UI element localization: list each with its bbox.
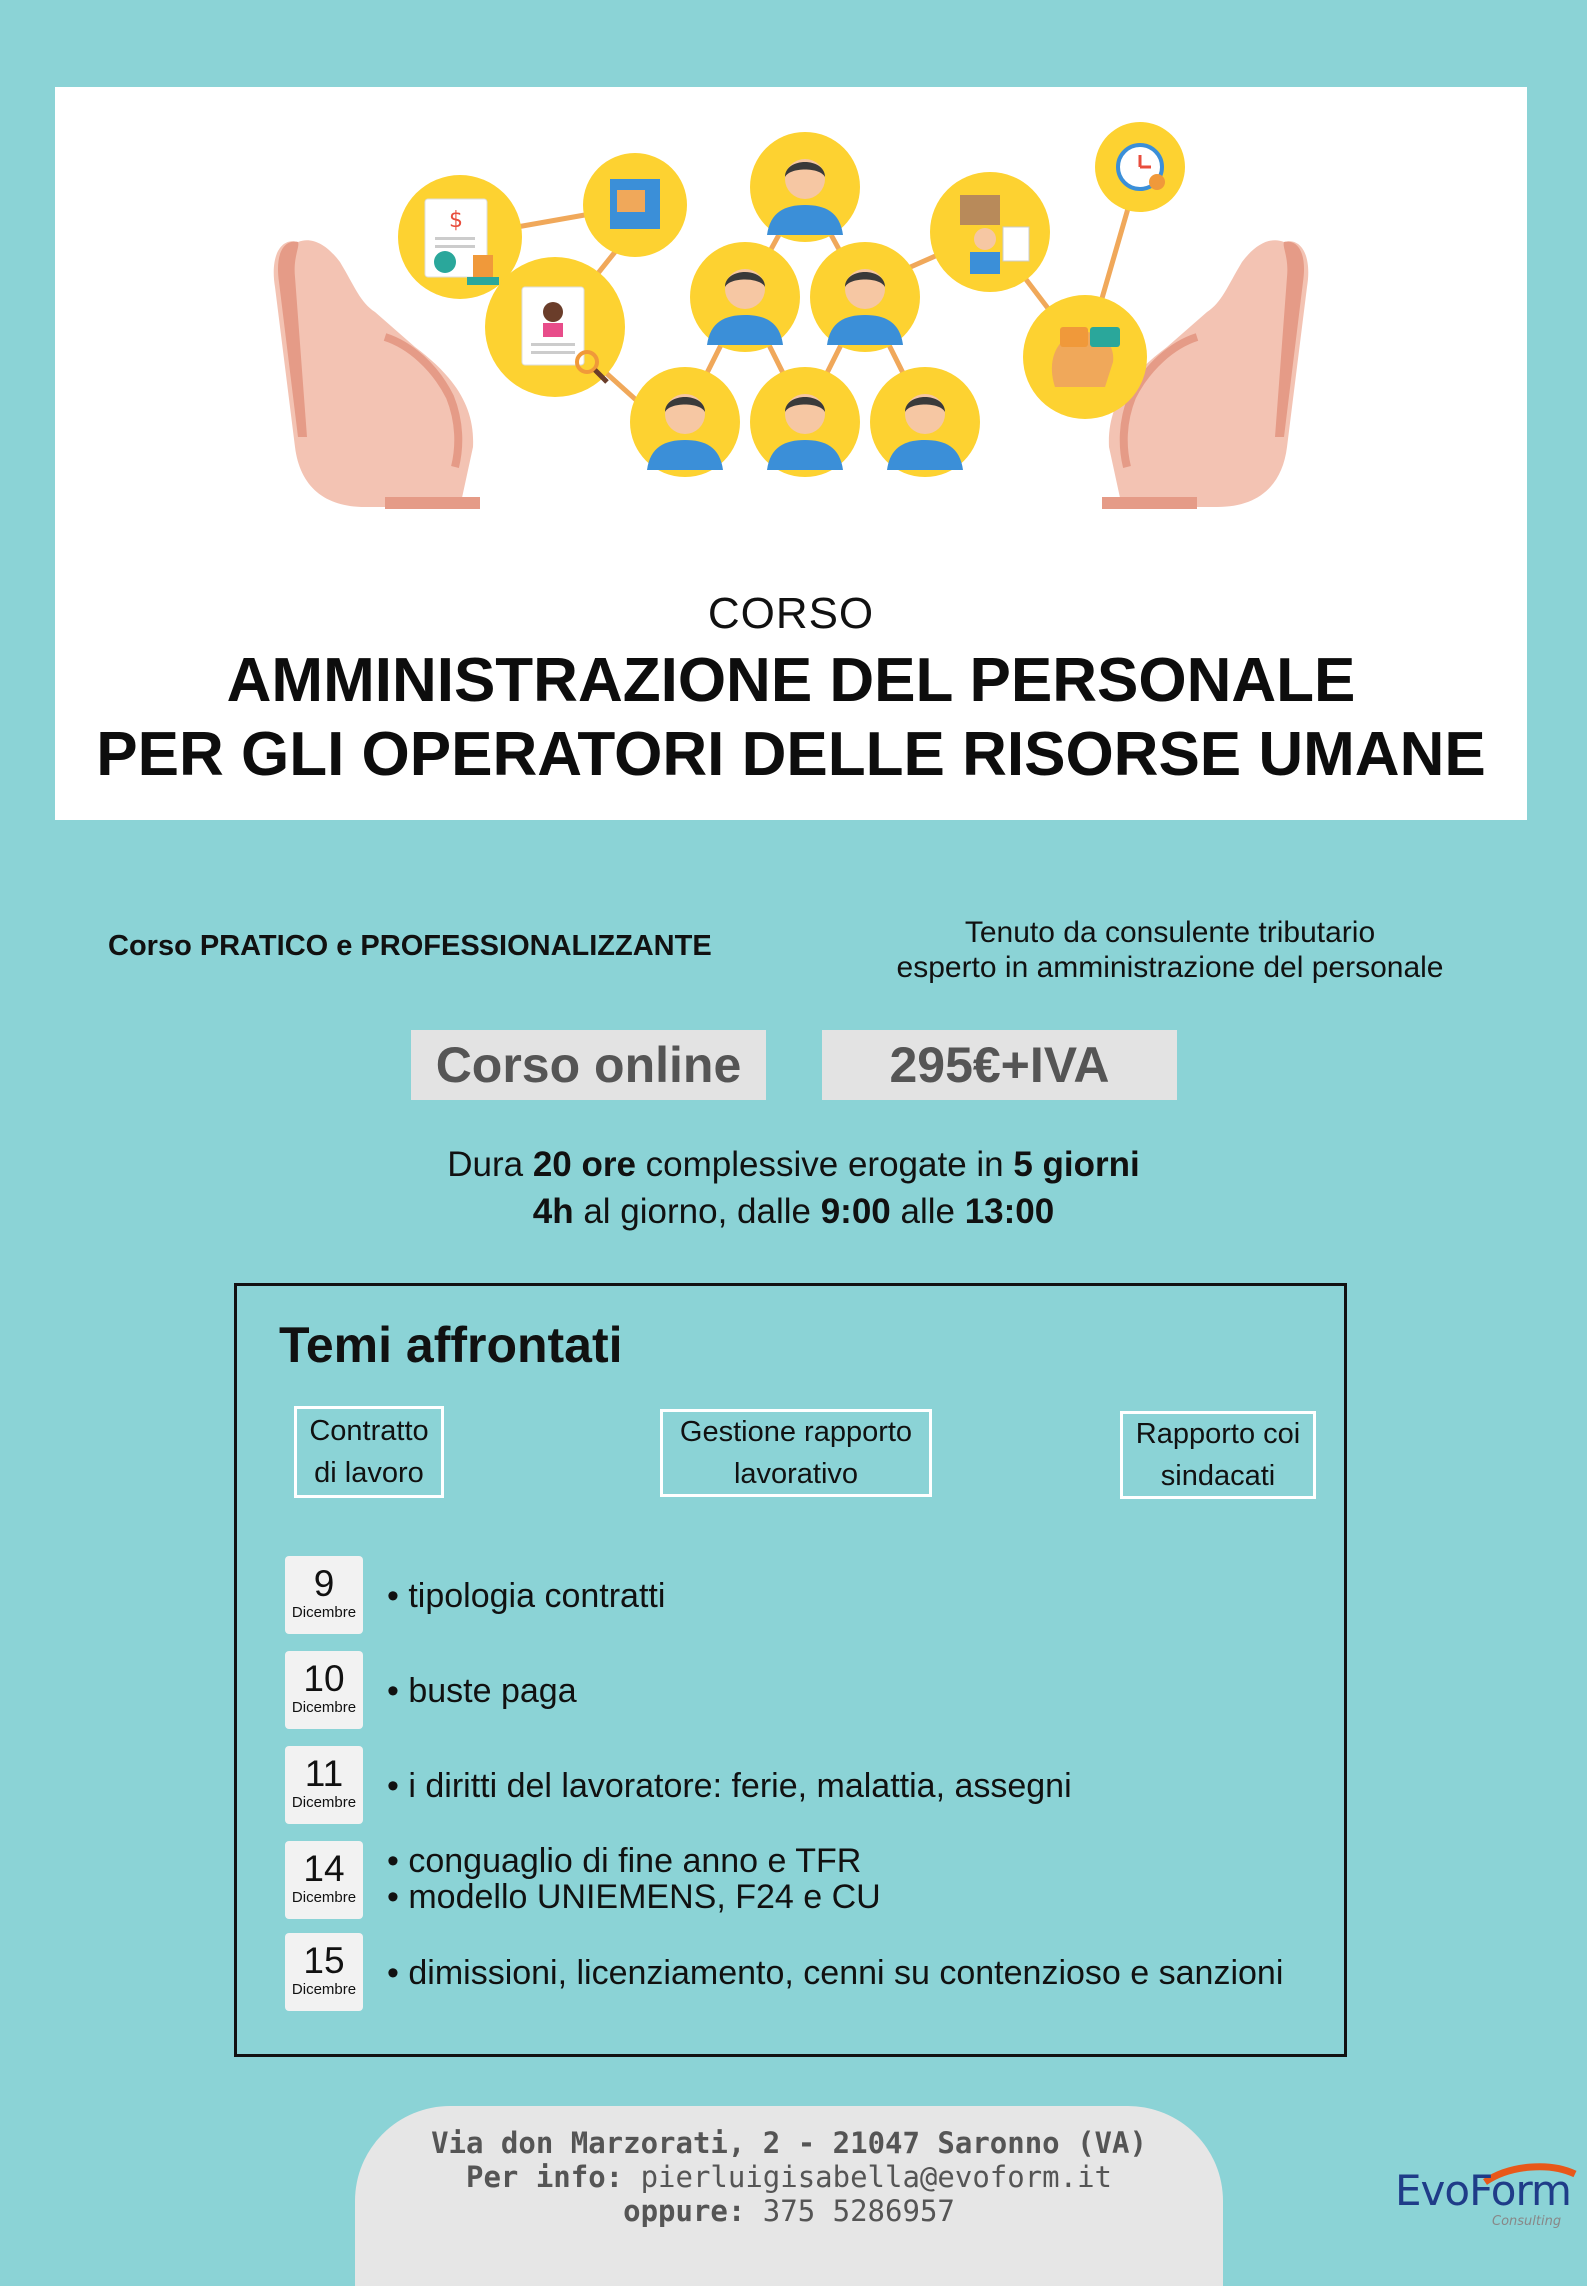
course-label: CORSO [707, 589, 875, 638]
evoform-logo [1390, 2160, 1587, 2245]
date-badge [285, 1841, 363, 1919]
topics-box [234, 1283, 1347, 2057]
date-badge [285, 1933, 363, 2011]
topic-tag-line: sindacati [1160, 1460, 1276, 1492]
duration-line-2 [0, 1192, 1587, 1232]
clock-icon [1095, 122, 1185, 212]
instructor-text [860, 915, 1480, 985]
date-day: 9 [313, 1563, 335, 1604]
topic-tag-sindacati [1120, 1411, 1316, 1499]
duration-text: Dura [447, 1145, 533, 1184]
hr-network-illustration [55, 87, 1527, 587]
topic-tag-contratto [294, 1406, 444, 1498]
date-month: Dicembre [291, 1981, 357, 1998]
date-badge [285, 1651, 363, 1729]
address-text: Via don Marzorati, 2 - 21047 Saronno (VA) [431, 2126, 1147, 2160]
date-month: Dicembre [291, 1604, 357, 1621]
course-title-line-1: AMMINISTRAZIONE DEL PERSONALE [226, 646, 1356, 715]
date-day: 14 [303, 1848, 345, 1889]
logo-form: Form [1469, 2166, 1571, 2215]
date-month: Dicembre [291, 1889, 357, 1906]
schedule-topic: • dimissioni, licenziamento, cenni su contenzioso e sanzioni [387, 1954, 1284, 1992]
hero-card [55, 87, 1527, 820]
date-badge [285, 1556, 363, 1634]
date-month: Dicembre [291, 1794, 357, 1811]
logo-evo: Evo [1395, 2166, 1470, 2215]
topics-title: Temi affrontati [279, 1317, 623, 1373]
schedule-topic: • modello UNIEMENS, F24 e CU [387, 1878, 881, 1916]
date-badge [285, 1746, 363, 1824]
phone-label: oppure: [623, 2194, 746, 2228]
email-link[interactable]: pierluigisabella@evoform.it [623, 2160, 1112, 2194]
phone-line [355, 2194, 1223, 2228]
recruiter-icon [930, 172, 1050, 292]
course-type-text: Corso PRATICO e PROFESSIONALIZZANTE [108, 930, 712, 962]
total-hours: 20 ore [532, 1145, 636, 1184]
phone-number[interactable]: 375 5286957 [745, 2194, 955, 2228]
online-course-badge: Corso online [411, 1030, 766, 1100]
contact-footer [355, 2106, 1223, 2286]
schedule-topic: • i diritti del lavoratore: ferie, malattia, assegni [387, 1767, 1072, 1805]
communication-icon [1023, 295, 1147, 419]
team-people-icons [630, 132, 980, 477]
instructor-line-1: Tenuto da consulente tributario [964, 916, 1376, 949]
contract-icon [583, 153, 687, 257]
duration-text: al giorno, dalle [573, 1192, 821, 1231]
duration-text: complessive erogate in [635, 1145, 1014, 1184]
schedule-topic: • conguaglio di fine anno e TFR [387, 1842, 862, 1880]
topic-tag-line: lavorativo [733, 1458, 859, 1490]
logo-subtitle: Consulting [1492, 2214, 1562, 2229]
daily-hours: 4h [532, 1192, 574, 1231]
date-day: 15 [303, 1940, 345, 1981]
start-time: 9:00 [820, 1192, 891, 1231]
email-line [355, 2160, 1223, 2194]
topic-tag-gestione [660, 1409, 932, 1497]
email-label: Per info: [465, 2160, 624, 2194]
logo-wordmark [1395, 2166, 1571, 2215]
date-day: 10 [303, 1658, 345, 1699]
instructor-line-2: esperto in amministrazione del personale [896, 951, 1444, 984]
schedule-topic: • tipologia contratti [387, 1577, 666, 1615]
topic-tag-line: Rapporto coi [1135, 1418, 1301, 1450]
date-month: Dicembre [291, 1699, 357, 1716]
duration-text: alle [890, 1192, 965, 1231]
topic-tag-line: Contratto [309, 1415, 429, 1447]
duration-line-1 [0, 1145, 1587, 1185]
svg-text:$: $ [449, 208, 463, 233]
schedule-topic: • buste paga [387, 1672, 577, 1710]
candidate-profile-icon [485, 257, 625, 397]
date-day: 11 [304, 1753, 344, 1794]
price-badge: 295€+IVA [822, 1030, 1177, 1100]
topic-tag-line: Gestione rapporto [679, 1416, 913, 1448]
end-time: 13:00 [964, 1192, 1055, 1231]
course-title-line-2: PER GLI OPERATORI DELLE RISORSE UMANE [96, 720, 1486, 789]
total-days: 5 giorni [1013, 1145, 1140, 1184]
topic-tag-line: di lavoro [314, 1457, 424, 1489]
